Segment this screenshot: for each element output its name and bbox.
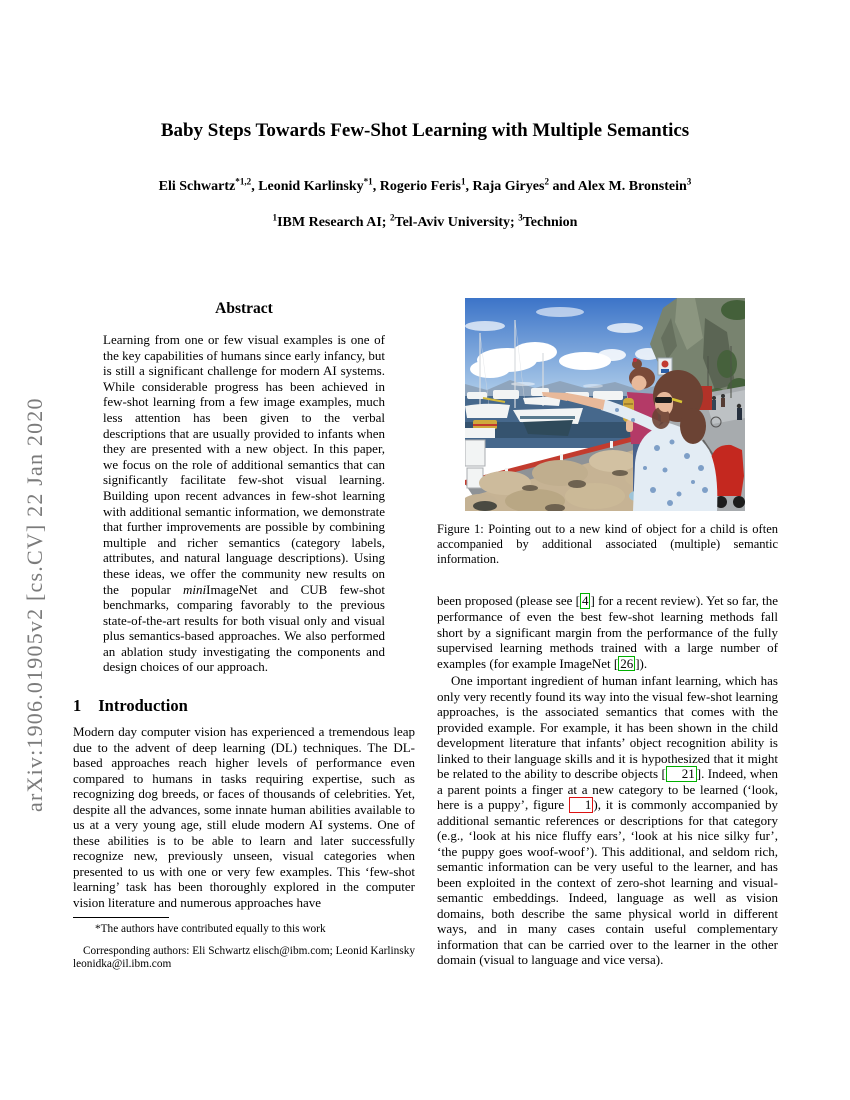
text-segment: , Leonid Karlinsky <box>251 179 364 194</box>
abstract-text <box>103 332 385 675</box>
footnote-corresponding-authors: Corresponding authors: Eli Schwartz elisch@ibm.com; Leonid Karlinsky leonidka@il.ibm.com <box>73 945 415 971</box>
right-column-paragraph-1 <box>437 593 778 671</box>
text-segment: Eli Schwartz <box>158 179 236 194</box>
footnote-equal-contribution: *The authors have contributed equally to this work <box>95 923 326 935</box>
superscript: *1,2 <box>235 176 252 187</box>
text-segment: Tel-Aviv University; <box>394 215 519 230</box>
text-segment: One important ingredient of human infant learning, which has only very recently found its way into the visual few-shot learning approaches, is the associated semantics that comes with the provided example. For example, it has been shown in the child development literature that infants’ object recognition ability is linked to their language skills and it is hypothesized that it might be related to the ability to describe objects [ <box>437 673 778 782</box>
text-segment: Learning from one or few visual examples is one of the key capabilities of humans since early infancy, but is still a significant challenge for modern AI systems. While considerable progress has been achieved in few-shot learning from a few image examples, much less attention has been given to the verbal descriptions that are usually provided to infants when they are presented with a new object. In this paper, we focus on the role of additional semantics that can significantly facilitate few-shot visual learning. Building upon recent advances in few-shot learning with additional semantic information, we demonstrate that further improvements are possible by combining multiple and richer semantics (category labels, attributes, and natural language descriptions). Using these ideas, we offer the community new results on the popular <box>103 332 385 597</box>
right-column <box>437 298 778 968</box>
superscript: 2 <box>389 212 395 223</box>
figure-1-photo <box>465 298 745 511</box>
intro-paragraph: Modern day computer vision has experienced a tremendous leap due to the advent of deep learning (DL) techniques. The DL-based approaches reach higher levels of performance even compared to humans in tasks requiring expertise, such as recognizing dog breeds, or faces of thousands of celebrities. Yet, despite all the advances, some innate human abilities available to us at a very young age, still elude modern AI systems. One of these abilities is to be able to learn and later successfully recognize new, previously unseen, visual categories when presented to us with one or very few examples. This ‘few-shot learning’ task has been thoroughly explored in the computer vision literature and numerous approaches have <box>73 724 415 910</box>
section-title: Introduction <box>98 696 188 716</box>
text-segment: , Rogerio Feris <box>372 179 461 194</box>
text-segment: Technion <box>522 215 578 230</box>
superscript: 2 <box>544 176 549 187</box>
paper-title: Baby Steps Towards Few-Shot Learning with Multiple Semantics <box>160 120 690 141</box>
superscript: 3 <box>518 212 523 223</box>
footnote-divider <box>73 917 169 918</box>
authors-line <box>0 176 850 195</box>
affiliations-line <box>0 212 850 231</box>
superscript: 3 <box>686 176 692 187</box>
section-number: 1 <box>73 696 82 716</box>
figure-1-photo-svg <box>465 298 745 511</box>
text-segment: IBM Research AI; <box>277 215 390 230</box>
citation-link[interactable]: 4 <box>581 593 589 609</box>
text-segment: and Alex M. Bronstein <box>548 179 687 194</box>
text-segment: ImageNet and CUB few-shot benchmarks, comparing favorably to the previous state-of-the-art results for both visual only and visual plus semantics-based approaches. We also performed an ablation study investigating the components and design choices of our approach. <box>103 581 385 675</box>
citation-link[interactable]: 21 <box>666 766 697 782</box>
left-column <box>73 298 415 910</box>
superscript: *1 <box>363 176 373 187</box>
text-segment: mini <box>183 581 207 597</box>
footnotes-block <box>73 917 415 972</box>
text-segment: ] for a recent review). Yet so far, the performance of even the best few-shot learning methods fall short by a significant margin from the performance of the fully supervised learning methods trained with a large number of examples (for example ImageNet [ <box>437 593 779 671</box>
figure-1-caption: Figure 1: Pointing out to a new kind of object for a child is often accompanied by additional associated (multiple) semantic information. <box>437 522 778 566</box>
citation-link[interactable]: 26 <box>620 655 634 671</box>
figure-reference-link[interactable]: 1 <box>569 797 594 813</box>
text-segment: ]. Indeed, when a parent points a finger at a new category to be learned (‘look, here is a puppy’, figure <box>437 766 778 813</box>
text-segment: been proposed (please see [ <box>437 593 580 609</box>
superscript: 1 <box>460 176 466 187</box>
text-segment: , Raja Giryes <box>465 179 545 194</box>
right-column-paragraph-2 <box>437 673 778 968</box>
text-segment: ), it is commonly accompanied by additional semantic references or descriptions for that category (e.g., ‘look at his nice fluffy ears’, ‘look at his nice silky fur’, ‘the puppy goes woof-woof’). This additional, and seldom rich, semantic information can be very useful to the learner, and has been exploited in the context of zero-shot learning and visual-semantic embeddings. Indeed, language as well as vision domains, both describe the same physical world in different ways, and in many cases contain useful complementary information that can be carried over to the learner in the other domain (visual to language and vice versa). <box>437 797 778 968</box>
superscript: 1 <box>272 212 278 223</box>
arxiv-watermark: arXiv:1906.01905v2 [cs.CV] 22 Jan 2020 <box>22 397 47 812</box>
text-segment: ]). <box>635 655 648 671</box>
abstract-heading: Abstract <box>215 300 273 317</box>
section-1-heading <box>73 696 415 716</box>
